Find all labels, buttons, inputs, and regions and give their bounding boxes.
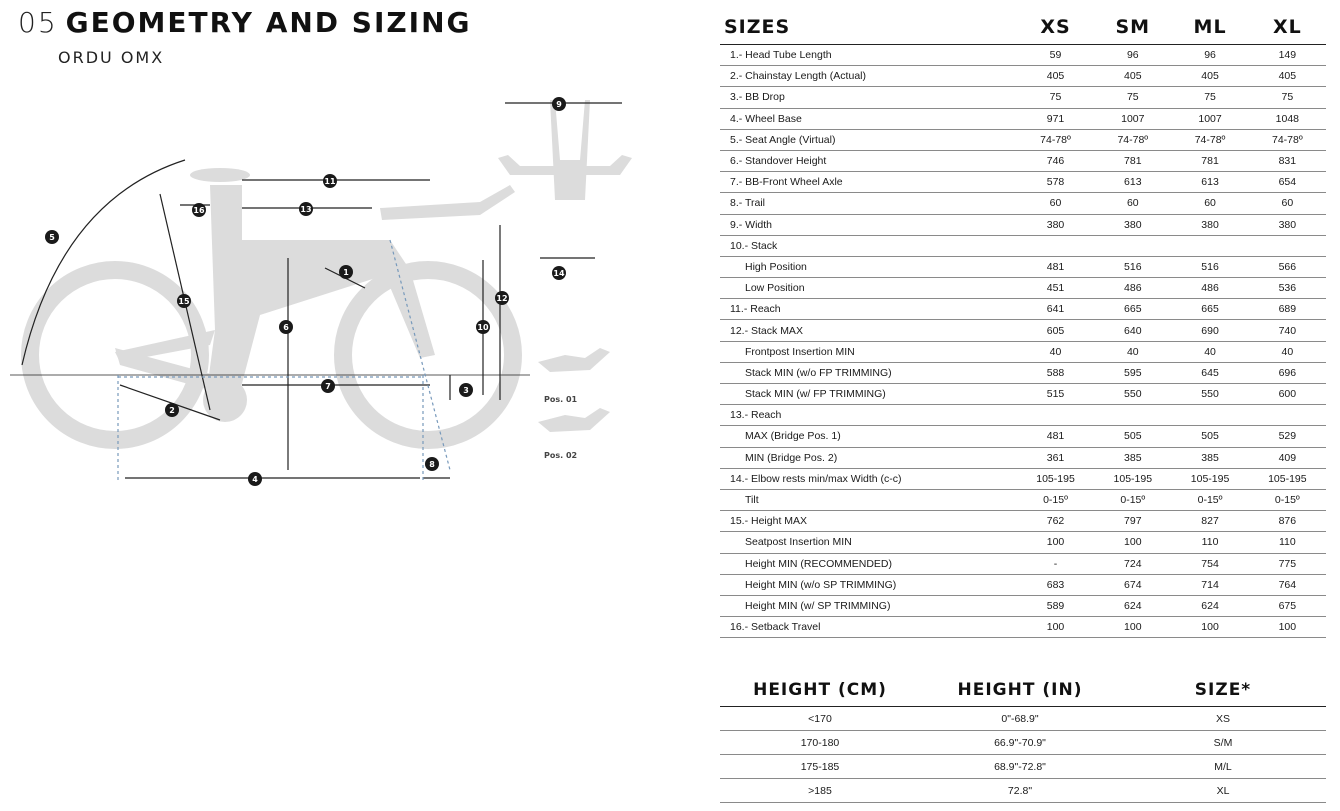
cell-value: 486 [1171,278,1248,299]
cell-value: 764 [1249,574,1326,595]
cell-value: 578 [1017,172,1094,193]
position-label-1: Pos. 01 [544,395,578,404]
cell-value: 68.9"-72.8" [920,755,1120,779]
row-label: Height MIN (w/ SP TRIMMING) [720,595,1017,616]
row-label: 2.- Chainstay Length (Actual) [720,66,1017,87]
cell-value [1171,235,1248,256]
position-label-2: Pos. 02 [544,451,578,460]
row-label: 8.- Trail [720,193,1017,214]
cell-value: 595 [1094,362,1171,383]
table-row [720,45,1326,66]
size-header: XS [1017,10,1094,45]
cell-value: 74-78º [1017,129,1094,150]
cell-value: 66.9"-70.9" [920,731,1120,755]
table-row [720,66,1326,87]
cell-value: 405 [1094,66,1171,87]
cell-value: 0-15º [1094,489,1171,510]
callout-1-label: 1 [343,268,349,277]
table-row [720,87,1326,108]
cell-value: 0-15º [1249,489,1326,510]
cell-value: 740 [1249,320,1326,341]
cell-value: 75 [1094,87,1171,108]
callout-9-icon [552,97,566,111]
cell-value: 60 [1094,193,1171,214]
cell-value: 170-180 [720,731,920,755]
cell-value [1249,235,1326,256]
cell-value: 100 [1171,617,1248,638]
cell-value: 624 [1171,595,1248,616]
cell-value: 175-185 [720,755,920,779]
cell-value: 409 [1249,447,1326,468]
row-label: 15.- Height MAX [720,511,1017,532]
cell-value [1017,235,1094,256]
table-row [720,320,1326,341]
bridge-pos1-shape [538,348,610,372]
section-title-text: GEOMETRY AND SIZING [65,6,472,39]
sizing-header-row [720,674,1326,707]
cell-value: 1048 [1249,108,1326,129]
cell-value: 105-195 [1171,468,1248,489]
row-label: MIN (Bridge Pos. 2) [720,447,1017,468]
callout-10-icon [476,320,490,334]
table-row [720,489,1326,510]
table-row [720,553,1326,574]
cell-value: 481 [1017,426,1094,447]
cell-value: 100 [1249,617,1326,638]
table-row [720,405,1326,426]
sizing-table [720,674,1326,803]
table-row [720,256,1326,277]
table-row [720,755,1326,779]
cell-value: 105-195 [1094,468,1171,489]
cell-value: 149 [1249,45,1326,66]
cell-value: 781 [1171,150,1248,171]
cell-value: 75 [1171,87,1248,108]
cell-value [1094,235,1171,256]
section-number: 05 [18,6,58,39]
table-row [720,108,1326,129]
callout-10-label: 10 [477,323,489,332]
row-label: Low Position [720,278,1017,299]
cell-value: 60 [1017,193,1094,214]
cell-value: 640 [1094,320,1171,341]
cell-value: 971 [1017,108,1094,129]
row-label: High Position [720,256,1017,277]
callout-12-icon [495,291,509,305]
row-label: 12.- Stack MAX [720,320,1017,341]
table-row [720,235,1326,256]
cell-value: 690 [1171,320,1248,341]
cell-value: 60 [1249,193,1326,214]
cell-value: 110 [1249,532,1326,553]
bike-geometry-diagram [10,90,650,500]
cell-value: 505 [1171,426,1248,447]
callout-12-label: 12 [496,294,508,303]
cell-value: 100 [1017,532,1094,553]
callout-11-label: 11 [324,177,336,186]
cell-value: 0-15º [1017,489,1094,510]
row-label: 6.- Standover Height [720,150,1017,171]
cell-value: 74-78º [1171,129,1248,150]
table-row [720,384,1326,405]
table-row [720,193,1326,214]
row-label: 13.- Reach [720,405,1017,426]
cell-value: <170 [720,707,920,731]
cell-value: 405 [1171,66,1248,87]
row-label: Height MIN (w/o SP TRIMMING) [720,574,1017,595]
cell-value: 775 [1249,553,1326,574]
row-label: 4.- Wheel Base [720,108,1017,129]
callout-2-label: 2 [169,406,175,415]
cell-value: 746 [1017,150,1094,171]
table-row [720,362,1326,383]
cell-value: 385 [1171,447,1248,468]
cell-value: S/M [1120,731,1326,755]
cell-value: 361 [1017,447,1094,468]
callout-2-icon [165,403,179,417]
model-name: ORDU OMX [58,48,165,67]
row-label: 10.- Stack [720,235,1017,256]
callout-4-icon [248,472,262,486]
cell-value: 96 [1094,45,1171,66]
size-header: SIZE* [1120,674,1326,707]
table-row [720,617,1326,638]
cell-value: 714 [1171,574,1248,595]
cell-value: XL [1120,779,1326,803]
row-label: 1.- Head Tube Length [720,45,1017,66]
cell-value: 385 [1094,447,1171,468]
cell-value: 876 [1249,511,1326,532]
table-row [720,214,1326,235]
cell-value [1249,405,1326,426]
table-row [720,511,1326,532]
callout-7-icon [321,379,335,393]
cell-value: 1007 [1171,108,1248,129]
geometry-table [720,10,1326,638]
table-row [720,447,1326,468]
cell-value: 105-195 [1249,468,1326,489]
callout-16-icon [192,203,206,217]
cell-value: 645 [1171,362,1248,383]
cell-value: 380 [1249,214,1326,235]
cell-value: 60 [1171,193,1248,214]
aerobar [380,185,515,220]
cell-value: 110 [1171,532,1248,553]
table-row [720,779,1326,803]
table-row [720,426,1326,447]
row-label: 5.- Seat Angle (Virtual) [720,129,1017,150]
cell-value: 600 [1249,384,1326,405]
table-row [720,172,1326,193]
cell-value: 75 [1249,87,1326,108]
callout-6-label: 6 [283,323,289,332]
cell-value: 100 [1094,617,1171,638]
cell-value: - [1017,553,1094,574]
cell-value: 105-195 [1017,468,1094,489]
cell-value: 451 [1017,278,1094,299]
cell-value: 1007 [1094,108,1171,129]
callout-8-label: 8 [429,460,435,469]
callout-3-label: 3 [463,386,469,395]
cell-value: 380 [1017,214,1094,235]
crankset [203,378,247,422]
cell-value: 96 [1171,45,1248,66]
cell-value: 40 [1094,341,1171,362]
cell-value: 486 [1094,278,1171,299]
bridge-pos2-shape [538,408,610,432]
row-label: 9.- Width [720,214,1017,235]
sizes-header: SIZES [720,10,1017,45]
size-header: SM [1094,10,1171,45]
geometry-table-body [720,45,1326,638]
height-cm-header: HEIGHT (CM) [720,674,920,707]
callout-5-icon [45,230,59,244]
cell-value: 762 [1017,511,1094,532]
cell-value: 380 [1094,214,1171,235]
cell-value: 40 [1017,341,1094,362]
cell-value: 74-78º [1094,129,1171,150]
row-label: Tilt [720,489,1017,510]
cell-value: 624 [1094,595,1171,616]
callout-16-label: 16 [193,206,205,215]
callout-14-label: 14 [553,269,565,278]
cell-value: 550 [1171,384,1248,405]
row-label: Stack MIN (w/ FP TRIMMING) [720,384,1017,405]
cell-value: 536 [1249,278,1326,299]
table-row [720,574,1326,595]
callout-13-icon [299,202,313,216]
cell-value: 481 [1017,256,1094,277]
cell-value: 605 [1017,320,1094,341]
row-label: Stack MIN (w/o FP TRIMMING) [720,362,1017,383]
cell-value: 529 [1249,426,1326,447]
callout-1-icon [339,265,353,279]
sizing-table-body [720,707,1326,803]
cell-value: 754 [1171,553,1248,574]
cell-value: 516 [1094,256,1171,277]
cell-value: XS [1120,707,1326,731]
cell-value: 100 [1094,532,1171,553]
callout-9-label: 9 [556,100,562,109]
height-in-header: HEIGHT (IN) [920,674,1120,707]
table-row [720,532,1326,553]
cell-value [1094,405,1171,426]
table-row [720,129,1326,150]
cell-value: 696 [1249,362,1326,383]
row-label: Seatpost Insertion MIN [720,532,1017,553]
cell-value: 515 [1017,384,1094,405]
callout-14-icon [552,266,566,280]
bike-frame [115,100,632,432]
row-label: Frontpost Insertion MIN [720,341,1017,362]
cell-value: 566 [1249,256,1326,277]
geometry-header-row [720,10,1326,45]
cell-value: 0"-68.9" [920,707,1120,731]
callout-13-label: 13 [300,205,312,214]
cell-value [1017,405,1094,426]
table-row [720,150,1326,171]
cell-value: 75 [1017,87,1094,108]
table-row [720,341,1326,362]
cell-value: 405 [1249,66,1326,87]
cell-value: 641 [1017,299,1094,320]
size-header: XL [1249,10,1326,45]
cell-value: 781 [1094,150,1171,171]
cell-value: 40 [1171,341,1248,362]
cell-value: 665 [1094,299,1171,320]
table-row [720,595,1326,616]
cell-value: 674 [1094,574,1171,595]
cell-value: 665 [1171,299,1248,320]
cell-value: 588 [1017,362,1094,383]
cell-value: 827 [1171,511,1248,532]
table-row [720,468,1326,489]
page-header [18,6,472,39]
front-view-cockpit [550,100,590,200]
cell-value: 613 [1094,172,1171,193]
cell-value: >185 [720,779,920,803]
row-label: 3.- BB Drop [720,87,1017,108]
cell-value: 100 [1017,617,1094,638]
callout-15-label: 15 [178,297,190,306]
cell-value: 589 [1017,595,1094,616]
cell-value: 550 [1094,384,1171,405]
cell-value: 0-15º [1171,489,1248,510]
row-label: Height MIN (RECOMMENDED) [720,553,1017,574]
cell-value: 613 [1171,172,1248,193]
cell-value: 505 [1094,426,1171,447]
cell-value: 72.8" [920,779,1120,803]
cell-value: 724 [1094,553,1171,574]
row-label: 16.- Setback Travel [720,617,1017,638]
row-label: 11.- Reach [720,299,1017,320]
callout-3-icon [459,383,473,397]
callout-6-icon [279,320,293,334]
cell-value: 516 [1171,256,1248,277]
callout-8-icon [425,457,439,471]
callout-15-icon [177,294,191,308]
cell-value: 405 [1017,66,1094,87]
cell-value: 797 [1094,511,1171,532]
row-label: 14.- Elbow rests min/max Width (c-c) [720,468,1017,489]
cell-value: M/L [1120,755,1326,779]
cell-value: 675 [1249,595,1326,616]
callout-11-icon [323,174,337,188]
callout-5-label: 5 [49,233,55,242]
cell-value: 59 [1017,45,1094,66]
table-row [720,299,1326,320]
bike-diagram-svg [10,90,650,500]
cell-value: 74-78º [1249,129,1326,150]
callout-7-label: 7 [325,382,331,391]
table-row [720,707,1326,731]
row-label: 7.- BB-Front Wheel Axle [720,172,1017,193]
section-title [18,6,472,39]
size-header: ML [1171,10,1248,45]
cell-value: 689 [1249,299,1326,320]
callout-4-label: 4 [252,475,258,484]
cell-value: 40 [1249,341,1326,362]
row-label: MAX (Bridge Pos. 1) [720,426,1017,447]
cell-value: 831 [1249,150,1326,171]
saddle [190,168,250,182]
table-row [720,278,1326,299]
table-row [720,731,1326,755]
cell-value [1171,405,1248,426]
cell-value: 380 [1171,214,1248,235]
cell-value: 654 [1249,172,1326,193]
cell-value: 683 [1017,574,1094,595]
